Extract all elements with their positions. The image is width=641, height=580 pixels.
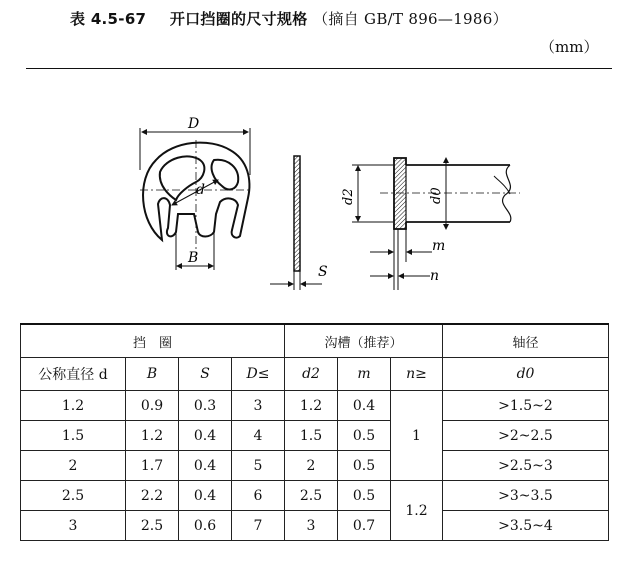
label-B: B: [188, 250, 199, 266]
cell-d0: >2~2.5: [443, 421, 609, 451]
table-number: 表 4.5-67: [70, 10, 147, 28]
label-m: m: [432, 238, 446, 254]
cell-d2: 2.5: [285, 481, 338, 511]
cell-D: 7: [232, 511, 285, 541]
cell-d2: 3: [285, 511, 338, 541]
spec-table: [20, 323, 609, 541]
group-header-row: [21, 324, 609, 358]
ring-side-view: [270, 156, 322, 290]
table-row: [21, 511, 609, 541]
col-S: S: [179, 358, 232, 391]
label-d0: d0: [429, 187, 444, 204]
cell-D: 6: [232, 481, 285, 511]
table-row: [21, 421, 609, 451]
cell-d0: >1.5~2: [443, 391, 609, 421]
label-n: n: [430, 268, 440, 284]
cell-S: 0.6: [179, 511, 232, 541]
cell-m: 0.5: [338, 421, 391, 451]
cell-d: 1.5: [21, 421, 126, 451]
cell-m: 0.4: [338, 391, 391, 421]
cell-n: 1.2: [391, 481, 443, 541]
cell-d2: 1.5: [285, 421, 338, 451]
table-row: [21, 391, 609, 421]
cell-B: 1.2: [126, 421, 179, 451]
cell-S: 0.4: [179, 451, 232, 481]
group-groove: 沟槽（推荐）: [285, 324, 443, 358]
group-shaft: 轴径: [443, 324, 609, 358]
col-m: m: [338, 358, 391, 391]
cell-D: 5: [232, 451, 285, 481]
cell-m: 0.7: [338, 511, 391, 541]
label-d: d: [196, 182, 205, 198]
col-B: B: [126, 358, 179, 391]
cell-d: 2: [21, 451, 126, 481]
cell-S: 0.3: [179, 391, 232, 421]
col-d2: d2: [285, 358, 338, 391]
label-D: D: [188, 116, 200, 132]
column-header-row: [21, 358, 609, 391]
cell-d0: >3~3.5: [443, 481, 609, 511]
cell-S: 0.4: [179, 481, 232, 511]
group-ring: 挡 圈: [21, 324, 285, 358]
cell-B: 0.9: [126, 391, 179, 421]
unit-label: （mm）: [540, 38, 599, 56]
table-source: （摘自 GB/T 896—1986）: [313, 10, 508, 28]
table-name: 开口挡圈的尺寸规格: [169, 10, 308, 28]
label-d2: d2: [341, 188, 356, 205]
cell-B: 1.7: [126, 451, 179, 481]
cell-d2: 2: [285, 451, 338, 481]
cell-d0: >3.5~4: [443, 511, 609, 541]
cell-d0: >2.5~3: [443, 451, 609, 481]
col-nominal-d: 公称直径 d: [21, 358, 126, 391]
cell-d: 1.2: [21, 391, 126, 421]
cell-m: 0.5: [338, 451, 391, 481]
cell-B: 2.2: [126, 481, 179, 511]
cell-d: 2.5: [21, 481, 126, 511]
cell-D: 4: [232, 421, 285, 451]
col-D: D≤: [232, 358, 285, 391]
cell-d: 3: [21, 511, 126, 541]
label-S: S: [318, 264, 328, 280]
cell-n: 1: [391, 391, 443, 481]
table-row: [21, 481, 609, 511]
cell-S: 0.4: [179, 421, 232, 451]
cell-d2: 1.2: [285, 391, 338, 421]
col-n: n≥: [391, 358, 443, 391]
col-d0: d0: [443, 358, 609, 391]
shaft-groove-view: [394, 158, 511, 229]
table-row: [21, 451, 609, 481]
cell-D: 3: [232, 391, 285, 421]
cell-m: 0.5: [338, 481, 391, 511]
cell-B: 2.5: [126, 511, 179, 541]
